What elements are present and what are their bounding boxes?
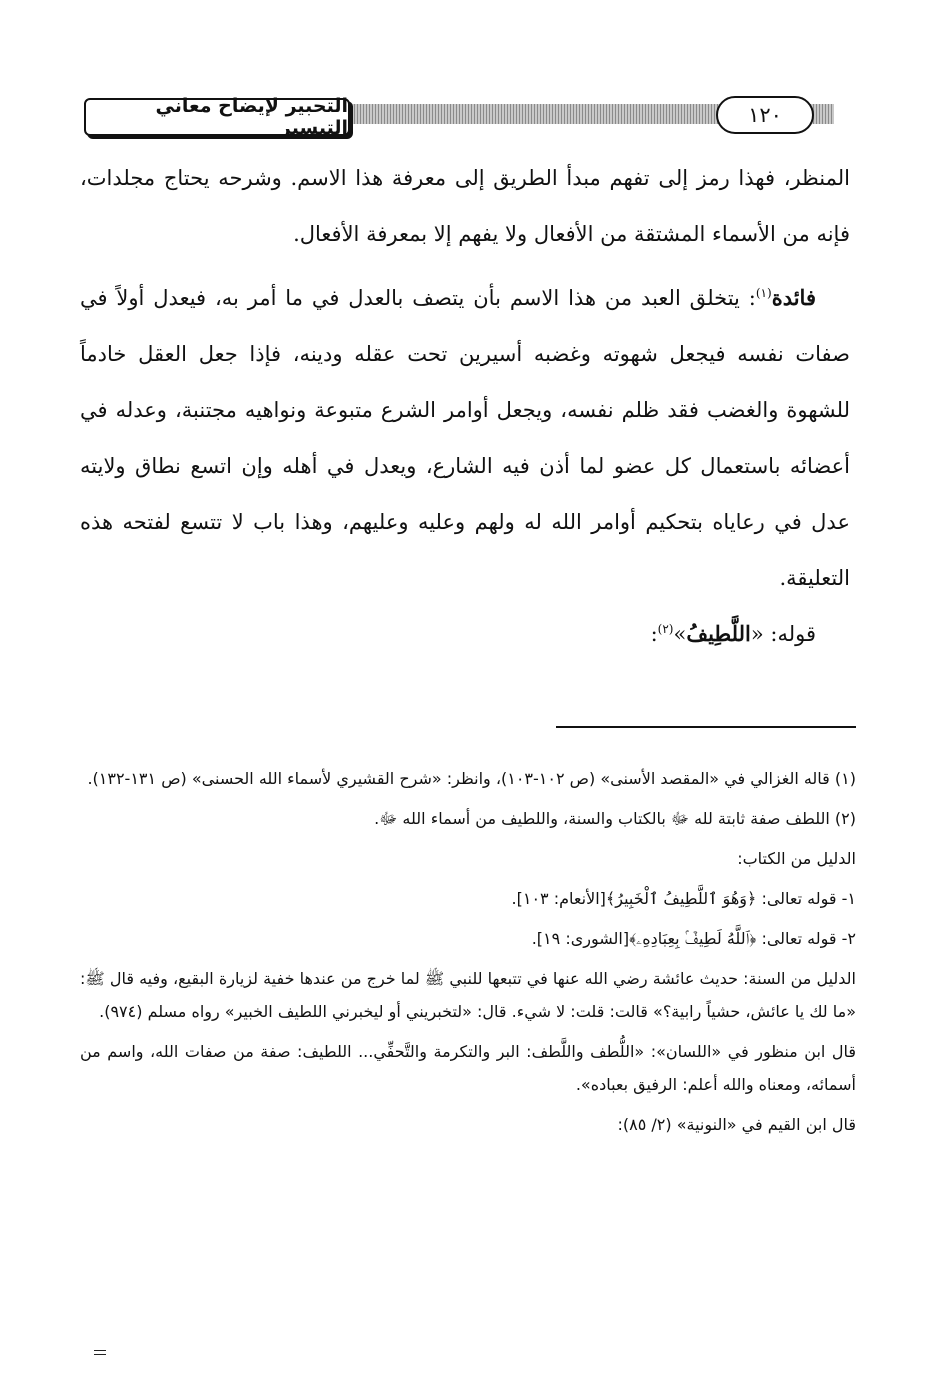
- footnotes: [80, 762, 856, 1148]
- footnote-2: (٢) اللطف صفة ثابتة لله ﷻ بالكتاب والسنة، واللطيف من أسماء الله ﷻ.: [374, 809, 856, 828]
- ibn-manzur-quote: قال ابن منظور في «اللسان»: «اللُّطف واللَّطف: البر والتكرمة والتَّحفِّي... اللطيف: صفة من صفات الله، واسم من أسمائه، ومعناه والله أعلم: الرفيق بعباده».: [80, 1042, 856, 1094]
- paragraph-2: [80, 270, 850, 606]
- footnote-separator: [556, 726, 856, 728]
- paragraph-2-text: : يتخلق العبد من هذا الاسم بأن يتصف بالعدل في ما أمر به، فيعدل أولاً في صفات نفسه فيجعل شهوته وغضبه أسيرين تحت عقله ودينه، فإذا جعل العقل خادماً للشهوة والغضب فقد ظلم نفسه، ويجعل أوامر الشرع متبوعة ونواهيه مجتنبة، وعدله في أعضائه باستعمال كل عضو لما أذن فيه الشارع، ويعدل في أهله وإن اتسع نطاق ولايته عدل في رعاياه بتحكيم أوامر الله له ولهم وعليه وعليهم، وهذا باب لا تتسع لفتحه هذه التعليقة.: [80, 286, 850, 590]
- footnote-ref-1: (١): [755, 286, 772, 300]
- evidence-sunnah: الدليل من السنة: حديث عائشة رضي الله عنها في تتبعها للنبي ﷺ لما خرج من عندها خفية لزيارة البقيع، وفيه قال ﷺ: «ما لك يا عائش، حشياً رابية؟» قالت: قلت: لا شيء. قال: «لتخبريني أو ليخبرني اللطيف الخبير» رواه مسلم (٩٧٤).: [80, 969, 856, 1021]
- book-title: التحبير لإيضاح معاني التيسير: [84, 98, 350, 136]
- quote-close: »: [673, 622, 687, 646]
- verse-2: ٢- قوله تعالى: ﴿ٱللَّهُ لَطِيفٌۢ بِعِبَادِهِۦ﴾[الشورى: ١٩].: [531, 929, 856, 948]
- paragraph-3: [80, 606, 850, 662]
- page-header: [84, 92, 834, 144]
- footnote-ref-2: (٢): [657, 622, 674, 636]
- name-term: اللَّطِيفُ: [686, 621, 751, 646]
- page-number: ١٢٠: [716, 96, 814, 134]
- benefit-label: فائدة: [771, 285, 816, 310]
- main-text: [80, 150, 850, 662]
- bottom-mark: [94, 1350, 106, 1351]
- quote-open: قوله: «: [750, 622, 816, 646]
- footnote-1: (١) قاله الغزالي في «المقصد الأسنى» (ص ١٠٢-١٠٣)، وانظر: «شرح القشيري لأسماء الله الحسنى» (ص ١٣١-١٣٢).: [87, 769, 856, 788]
- ibn-qayyim-quote: قال ابن القيم في «النونية» (٢/ ٨٥):: [617, 1115, 856, 1134]
- verse-1: ١- قوله تعالى: ﴿وَهُوَ ٱللَّطِيفُ ٱلْخَبِيرُ﴾[الأنعام: ١٠٣].: [511, 889, 856, 908]
- paragraph-1: المنظر، فهذا رمز إلى تفهم مبدأ الطريق إلى معرفة هذا الاسم. وشرحه يحتاج مجلدات، فإنه من الأسماء المشتقة من الأفعال ولا يفهم إلا بمعرفة الأفعال.: [80, 166, 850, 246]
- evidence-book-heading: الدليل من الكتاب:: [737, 849, 856, 868]
- colon: :: [650, 622, 658, 646]
